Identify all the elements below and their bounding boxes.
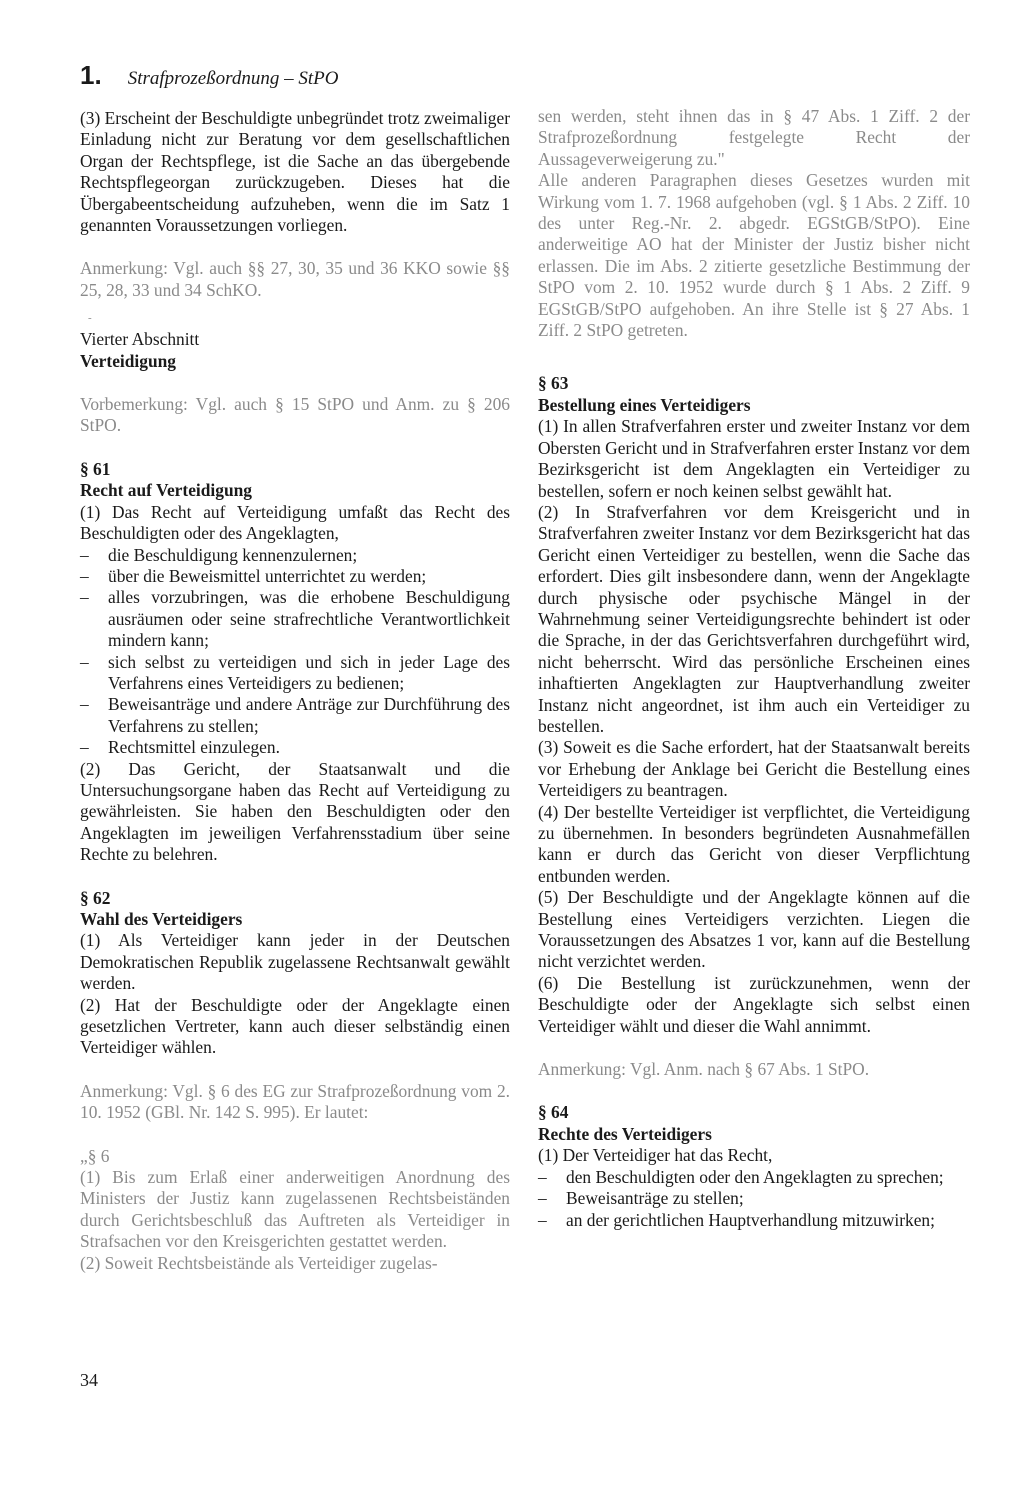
annotation-continuation: Alle anderen Paragraphen dieses Gesetzes wurden mit Wirkung vom 1. 7. 1968 aufgehoben (vgl. § 1 Abs. 2 Ziff. 10 des unter Reg.-Nr. 2. abgedr. EGStGB/StPO). Eine anderweitige AO hat der Minister der Justiz bisher nicht erlassen. Die im Abs. 2 zitierte gesetzliche Bestimmung der StPO vom 2. 10. 1952 wurde durch § 1 Abs. 2 Ziff. 9 EGStGB/StPO aufgehoben. An ihre Stelle ist § 27 Abs. 1 Ziff. 2 StPO getreten. xyxy=(538,170,970,341)
annotation-anm-67: Anmerkung: Vgl. Anm. nach § 67 Abs. 1 StPO. xyxy=(538,1059,870,1080)
rights-list xyxy=(80,545,510,759)
list-item: – sich selbst zu verteidigen und sich in jeder Lage des Verfahrens eines Verteidigers zu bedienen; xyxy=(80,652,510,695)
section-label: Vierter Abschnitt xyxy=(80,329,200,350)
paragraph-63-sub3: (3) Soweit es die Sache erfordert, hat der Staatsanwalt bereits vor Erhebung der Anklage bei Gericht die Bestellung eines Verteidigers zu beantragen. xyxy=(538,737,970,801)
defender-rights-list xyxy=(538,1167,970,1231)
running-title: Strafprozeßordnung – StPO xyxy=(127,68,339,89)
paragraph-63-sub2: (2) In Strafverfahren vor dem Kreisgericht und in Strafverfahren zweiter Instanz vor dem Bezirksgericht hat das Gericht einen Verteidiger zu bestellen, wenn die Sache das erfordert. Dies gilt insbesondere dann, wenn der Angeklagte durch physische oder psychische Mängel in der Wahrnehmung seiner Verteidigungsrechte behindert ist oder die Sprache, in der das Gerichtsverfahren durchgeführt wird, nicht beherrscht. Wird das persönliche Erscheinen eines inhaftierten Angeklagten zur Hauptverhandlung zweiter Instanz nicht angeordnet, ist ihm auch ein Verteidiger zu bestellen. xyxy=(538,501,970,736)
left-column xyxy=(80,108,510,1274)
paragraph-61-number: § 61 xyxy=(80,458,111,479)
paragraph-61-title: Recht auf Verteidigung xyxy=(80,480,252,501)
paragraph-63-number: § 63 xyxy=(538,373,569,394)
annotation-eg: Anmerkung: Vgl. § 6 des EG zur Strafprozeßordnung vom 2. 10. 1952 (GBl. Nr. 142 S. 995). Er lautet: xyxy=(80,1080,510,1123)
quoted-continuation: sen werden, steht ihnen das in § 47 Abs. 1 Ziff. 2 der Strafprozeßordnung festgelegte Recht der Aussageverweigerung zu." xyxy=(538,106,970,169)
page-number: 34 xyxy=(80,1370,98,1390)
paragraph-63-sub6: (6) Die Bestellung ist zurückzunehmen, wenn der Beschuldigte oder der Angeklagte sich selbst einen Verteidiger wählt und dieser die Wahl annimmt. xyxy=(538,972,970,1036)
paragraph-62-sub2: (2) Hat der Beschuldigte oder der Angeklagte einen gesetzlichen Vertreter, kann auch dieser selbständig einen Verteidiger wählen. xyxy=(80,994,510,1058)
list-item: – über die Beweismittel unterrichtet zu werden; xyxy=(80,566,510,587)
paragraph-64-number: § 64 xyxy=(538,1102,569,1123)
paragraph-63-sub5: (5) Der Beschuldigte und der Angeklagte können auf die Bestellung eines Verteidigers verzichten. Liegen die Voraussetzungen des Absatzes 1 vor, kann auf die Bestellung nicht verzichtet werden. xyxy=(538,887,970,972)
quoted-paragraph-6-sub2: (2) Soweit Rechtsbeistände als Verteidiger zugelas- xyxy=(80,1252,438,1273)
paragraph-62-number: § 62 xyxy=(80,887,111,908)
paragraph-64-sub1: (1) Der Verteidiger hat das Recht, xyxy=(538,1145,773,1166)
paragraph-63-title: Bestellung eines Verteidigers xyxy=(538,394,751,415)
list-item: – den Beschuldigten oder den Angeklagten zu sprechen; xyxy=(538,1167,970,1188)
paragraph-63-sub1: (1) In allen Strafverfahren erster und zweiter Instanz vor dem Obersten Gericht und in Strafverfahren erster Instanz vor dem Bezirksgericht ist dem Angeklagten ein Verteidiger zu bestellen, sofern er noch keinen selbst gewählt hat. xyxy=(538,416,970,501)
paragraph-62-title: Wahl des Verteidigers xyxy=(80,909,243,929)
chapter-number: 1. xyxy=(80,60,102,90)
paragraph-64-title: Rechte des Verteidigers xyxy=(538,1123,712,1144)
quoted-paragraph-6-head: „§ 6 xyxy=(80,1145,110,1166)
list-item: – an der gerichtlichen Hauptverhandlung mitzuwirken; xyxy=(538,1210,970,1231)
quoted-paragraph-6-sub1: (1) Bis zum Erlaß einer anderweitigen Anordnung des Ministers der Justiz kann zugelassenen Rechtsbeiständen durch Gerichtsbeschluß das Auftreten als Verteidiger in Strafsachen vor den Kreisgerichten gestattet werden. xyxy=(80,1167,510,1252)
annotation-kko: Anmerkung: Vgl. auch §§ 27, 30, 35 und 36 KKO sowie §§ 25, 28, 33 und 34 SchKO. xyxy=(80,258,510,300)
preliminary-note: Vorbemerkung: Vgl. auch § 15 StPO und Anm. zu § 206 StPO. xyxy=(80,394,510,436)
stray-mark: - xyxy=(88,312,92,325)
paragraph-61-sub1: (1) Das Recht auf Verteidigung umfaßt das Recht des Beschuldigten oder des Angeklagten, xyxy=(80,501,510,544)
section-heading: Verteidigung xyxy=(80,350,176,371)
list-item: – Beweisanträge und andere Anträge zur Durchführung des Verfahrens zu stellen; xyxy=(80,694,510,737)
page-header xyxy=(80,60,338,91)
right-column xyxy=(538,106,970,1231)
paragraph-3: (3) Erscheint der Beschuldigte unbegründet trotz zweimaliger Einladung nicht zur Beratung vor dem gesellschaftlichen Organ der Rechtspflege, ist die Sache an das übergebende Rechtspflegeorgan zurückzugeben. Dieses hat die Übergabeentscheidung aufzuheben, wenn die im Satz 1 genannten Voraussetzungen vorliegen. xyxy=(80,108,510,236)
paragraph-62-sub1: (1) Als Verteidiger kann jeder in der Deutschen Demokratischen Republik zugelassene Rechtsanwalt gewählt werden. xyxy=(80,930,510,994)
list-item: – Beweisanträge zu stellen; xyxy=(538,1188,970,1209)
paragraph-61-sub2: (2) Das Gericht, der Staatsanwalt und die Untersuchungsorgane haben das Recht auf Verteidigung zu gewährleisten. Sie haben den Beschuldigten oder den Angeklagten im jeweiligen Verfahrensstadium über seine Rechte zu belehren. xyxy=(80,758,510,865)
list-item: – alles vorzubringen, was die erhobene Beschuldigung ausräumen oder seine strafrechtliche Verantwortlichkeit mindern kann; xyxy=(80,587,510,651)
paragraph-63-sub4: (4) Der bestellte Verteidiger ist verpflichtet, die Verteidigung zu übernehmen. In besonders begründeten Ausnahmefällen kann er durch das Gericht von dieser Verpflichtung entbunden werden. xyxy=(538,801,970,886)
list-item: – Rechtsmittel einzulegen. xyxy=(80,737,510,758)
list-item: – die Beschuldigung kennenzulernen; xyxy=(80,545,510,566)
